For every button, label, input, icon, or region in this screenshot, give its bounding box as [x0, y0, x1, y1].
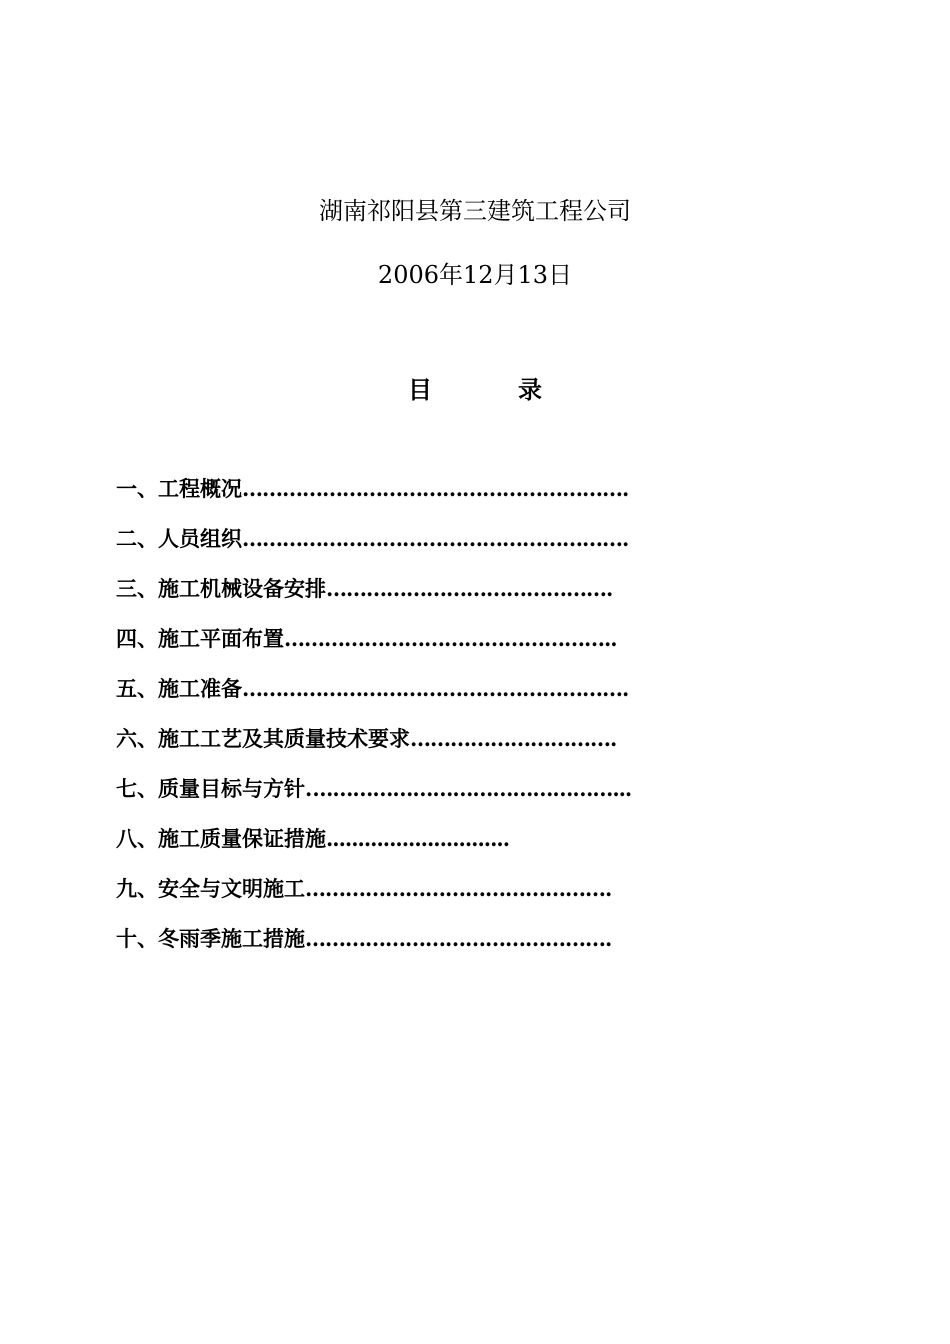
toc-item-leader: ……………………………………….: [305, 926, 612, 951]
toc-item-label: 十、冬雨季施工措施: [116, 926, 305, 951]
toc-item-label: 四、施工平面布置: [116, 626, 284, 651]
toc-item-leader: ……………………………………….: [305, 876, 612, 901]
toc-item-label: 一、工程概况: [116, 476, 242, 501]
toc-item-7[interactable]: [116, 774, 661, 824]
table-of-contents: [116, 474, 661, 974]
toc-item-leader: ………………………………………………….: [242, 526, 629, 551]
toc-heading-right: 录: [518, 375, 542, 404]
toc-item-4[interactable]: [116, 624, 661, 674]
toc-item-9[interactable]: [116, 874, 661, 924]
company-name: 湖南祁阳县第三建筑工程公司: [319, 197, 631, 225]
toc-item-1[interactable]: [116, 474, 661, 524]
toc-item-label: 六、施工工艺及其质量技术要求: [116, 726, 410, 751]
toc-item-leader: …………………………………….: [326, 576, 613, 601]
toc-item-5[interactable]: [116, 674, 661, 724]
toc-item-label: 九、安全与文明施工: [116, 876, 305, 901]
toc-item-label: 五、施工准备: [116, 676, 242, 701]
toc-item-label: 七、质量目标与方针.: [116, 776, 313, 801]
toc-item-8[interactable]: [116, 824, 661, 874]
document-date: 2006年12月13日: [377, 261, 573, 289]
toc-item-leader: …………………………………………..: [284, 626, 617, 651]
toc-heading: [0, 373, 950, 407]
toc-item-6[interactable]: [116, 724, 661, 774]
toc-item-label: 八、施工质量保证措施: [116, 826, 326, 851]
toc-item-leader: ………………………………………………….: [242, 676, 629, 701]
toc-item-label: 二、人员组织: [116, 526, 242, 551]
toc-item-label: 三、施工机械设备安排: [116, 576, 326, 601]
toc-item-10[interactable]: [116, 924, 661, 974]
toc-item-leader: ………………………………………...: [312, 776, 632, 801]
toc-item-leader: .............................: [326, 826, 510, 851]
toc-item-leader: ………………………….: [410, 726, 617, 751]
toc-item-leader: ………………………………………………….: [242, 476, 629, 501]
toc-item-2[interactable]: [116, 524, 661, 574]
toc-heading-left: 目: [408, 375, 432, 404]
toc-item-3[interactable]: [116, 574, 661, 624]
